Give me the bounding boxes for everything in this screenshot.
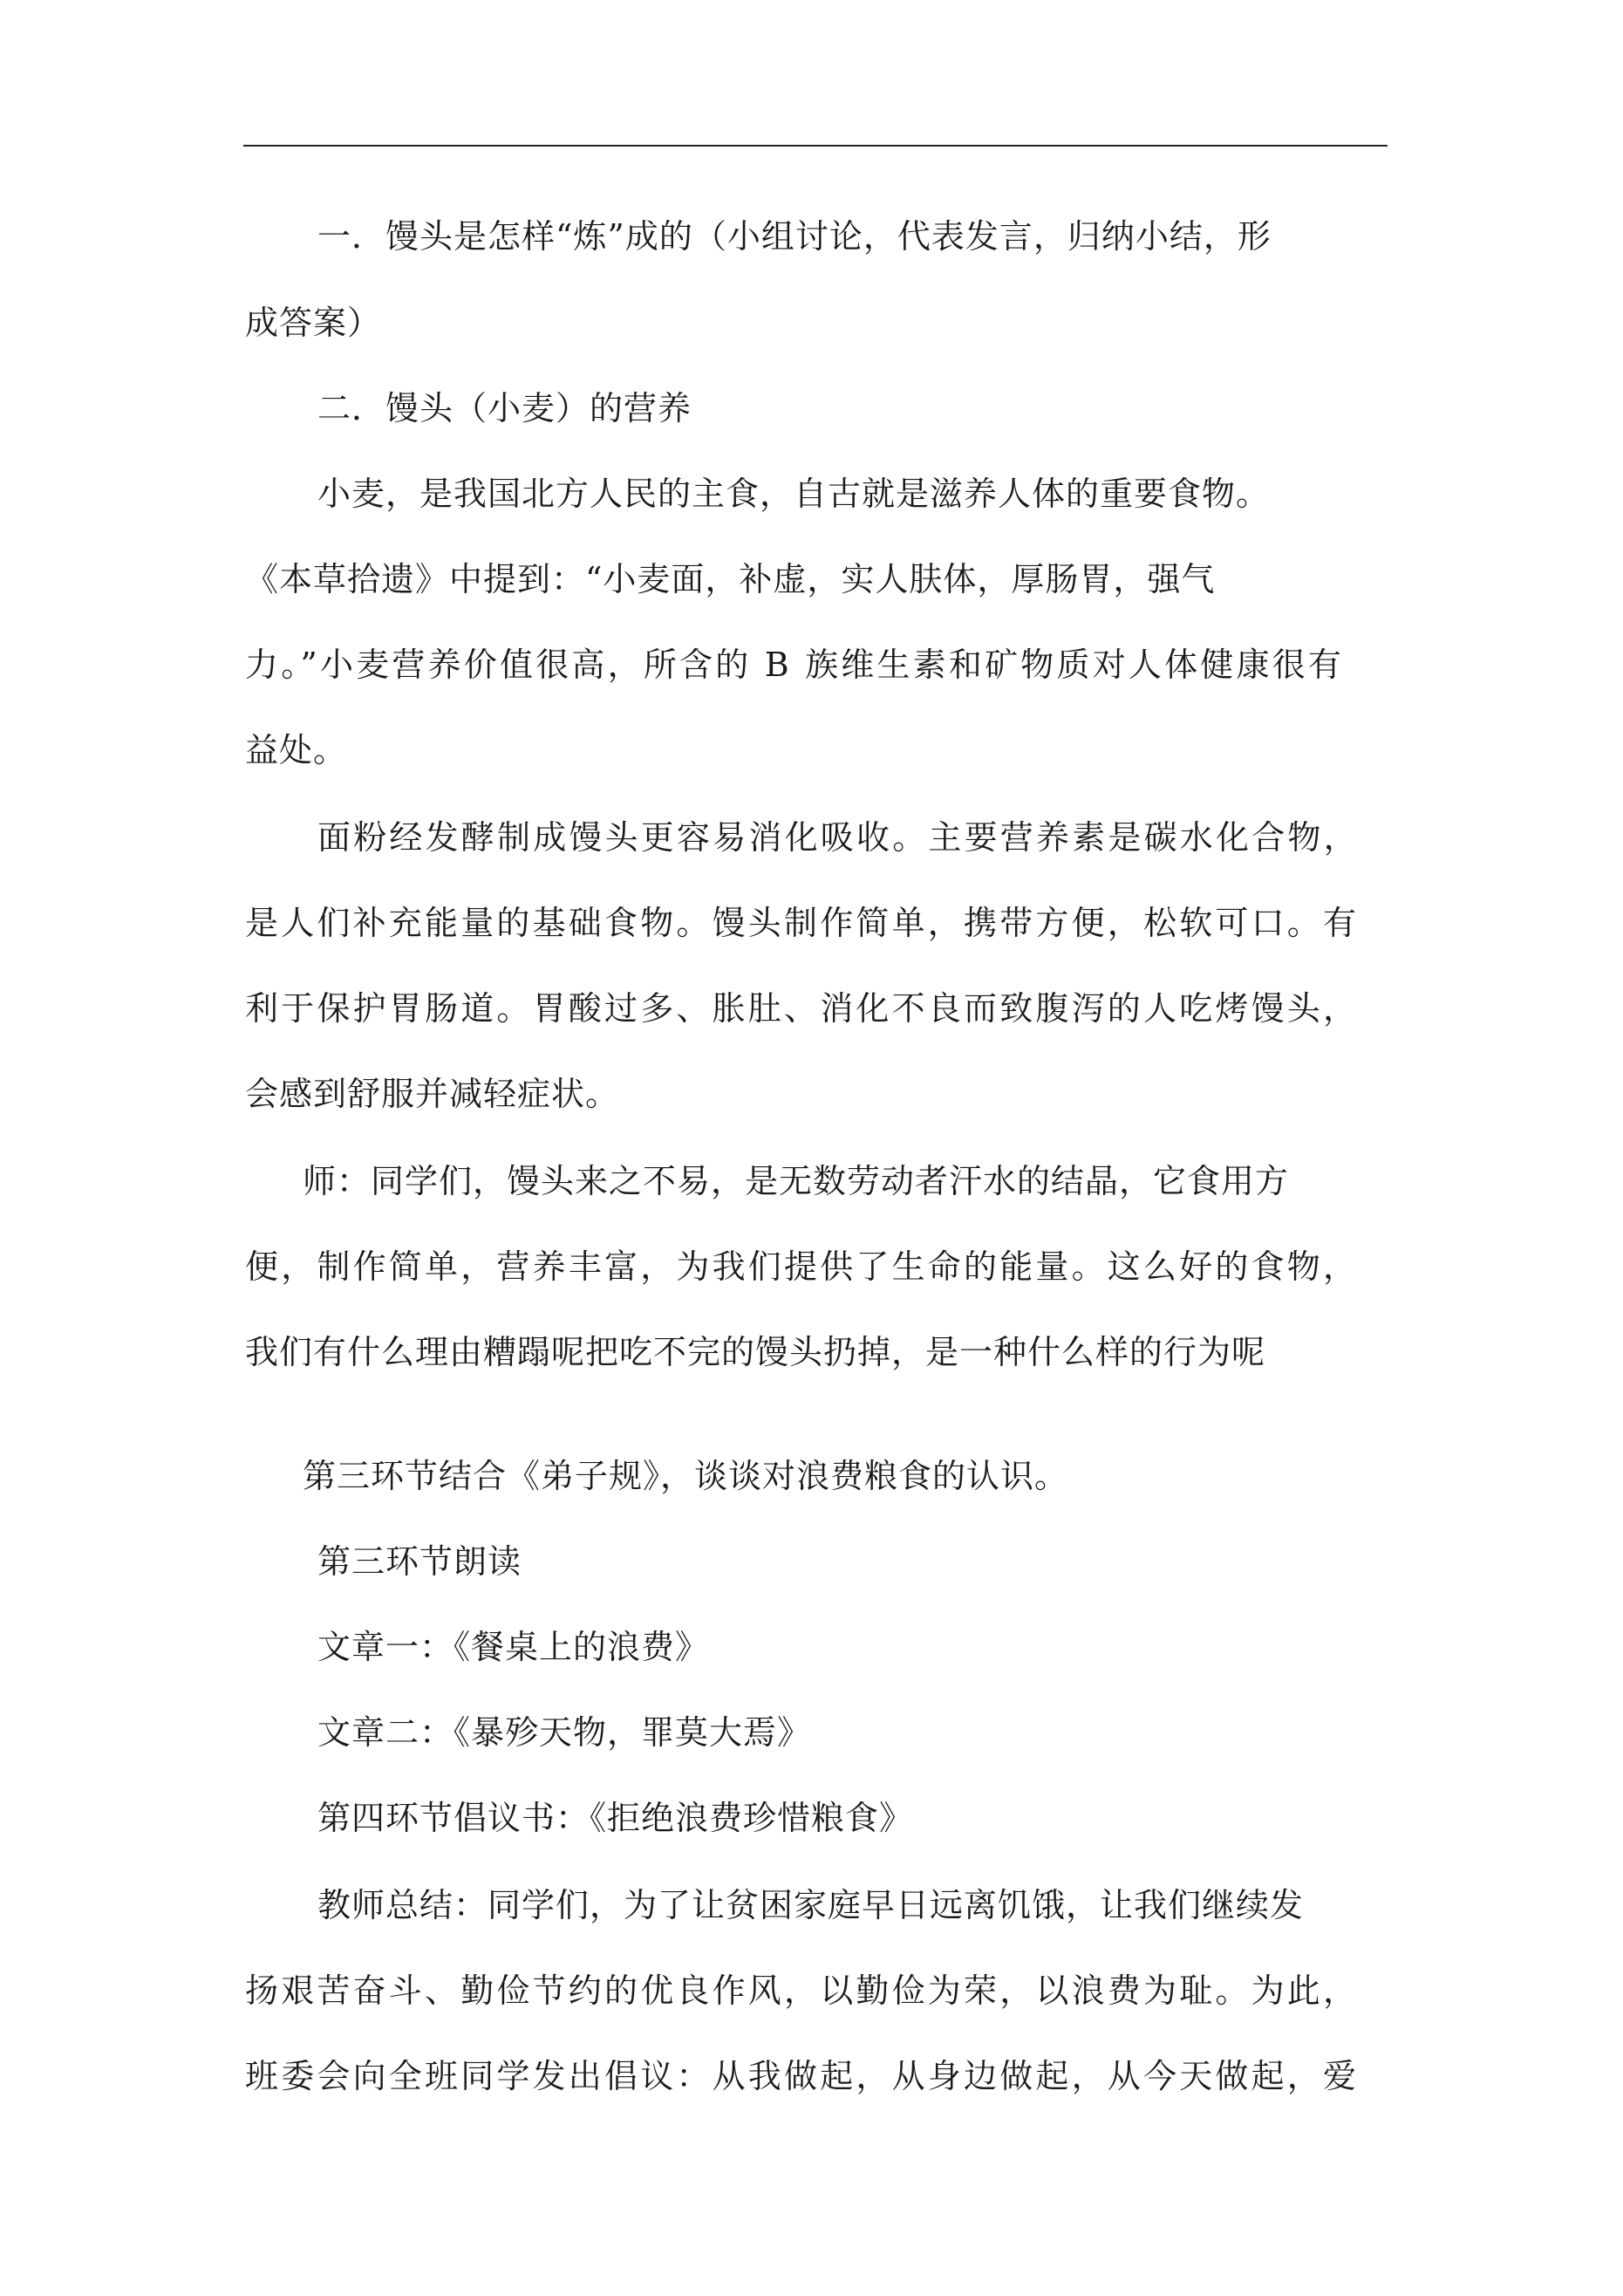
paragraph-3-line-4: 益处。 (245, 731, 348, 769)
paragraph-3-line-3: 力。”小麦营养价值很高，所含的 B 族维生素和矿物质对人体健康很有 (245, 646, 1345, 684)
paragraph-4-line-2: 是人们补充能量的基础食物。馒头制作简单，携带方便，松软可口。有 (245, 904, 1360, 942)
header-rule (243, 145, 1388, 147)
paragraph-3-line-1: 小麦，是我国北方人民的主食，自古就是滋养人体的重要食物。 (317, 475, 1271, 513)
paragraph-5-line-2: 便，制作简单，营养丰富，为我们提供了生命的能量。这么好的食物， (245, 1247, 1360, 1286)
paragraph-11-line-3: 班委会向全班同学发出倡议：从我做起，从身边做起，从今天做起，爱 (245, 2057, 1360, 2095)
section-3-discussion: 第三环节结合《弟子规》，谈谈对浪费粮食的认识。 (303, 1457, 1069, 1495)
paragraph-11-line-2: 扬艰苦奋斗、勤俭节约的优良作风，以勤俭为荣，以浪费为耻。为此， (245, 1971, 1360, 2010)
paragraph-4-line-3: 利于保护胃肠道。胃酸过多、胀肚、消化不良而致腹泻的人吃烤馒头， (245, 989, 1360, 1028)
paragraph-5-line-3: 我们有什么理由糟蹋呢把吃不完的馒头扔掉，是一种什么样的行为呢 (245, 1333, 1266, 1371)
paragraph-11-line-1: 教师总结：同学们，为了让贫困家庭早日远离饥饿，让我们继续发 (317, 1886, 1305, 1924)
paragraph-5-line-1: 师：同学们，馒头来之不易，是无数劳动者汗水的结晶，它食用方 (303, 1162, 1290, 1200)
paragraph-2-heading: 二．馒头（小麦）的营养 (317, 389, 692, 427)
paragraph-4-line-1: 面粉经发酵制成馒头更容易消化吸收。主要营养素是碳水化合物， (317, 818, 1360, 857)
section-4-proposal: 第四环节倡议书：《拒绝浪费珍惜粮食》 (317, 1799, 914, 1837)
paragraph-3-line-2: 《本草拾遗》中提到：“小麦面，补虚，实人肤体，厚肠胃，强气 (245, 560, 1216, 598)
paragraph-1-line-2: 成答案） (245, 304, 382, 342)
article-1: 文章一：《餐桌上的浪费》 (317, 1628, 710, 1666)
article-2: 文章二：《暴殄天物，罪莫大焉》 (317, 1713, 812, 1752)
paragraph-1-line-1: 一．馒头是怎样“炼”成的（小组讨论，代表发言，归纳小结，形 (317, 217, 1272, 256)
section-3-reading: 第三环节朗读 (317, 1542, 522, 1581)
paragraph-4-line-4: 会感到舒服并减轻症状。 (245, 1075, 620, 1113)
